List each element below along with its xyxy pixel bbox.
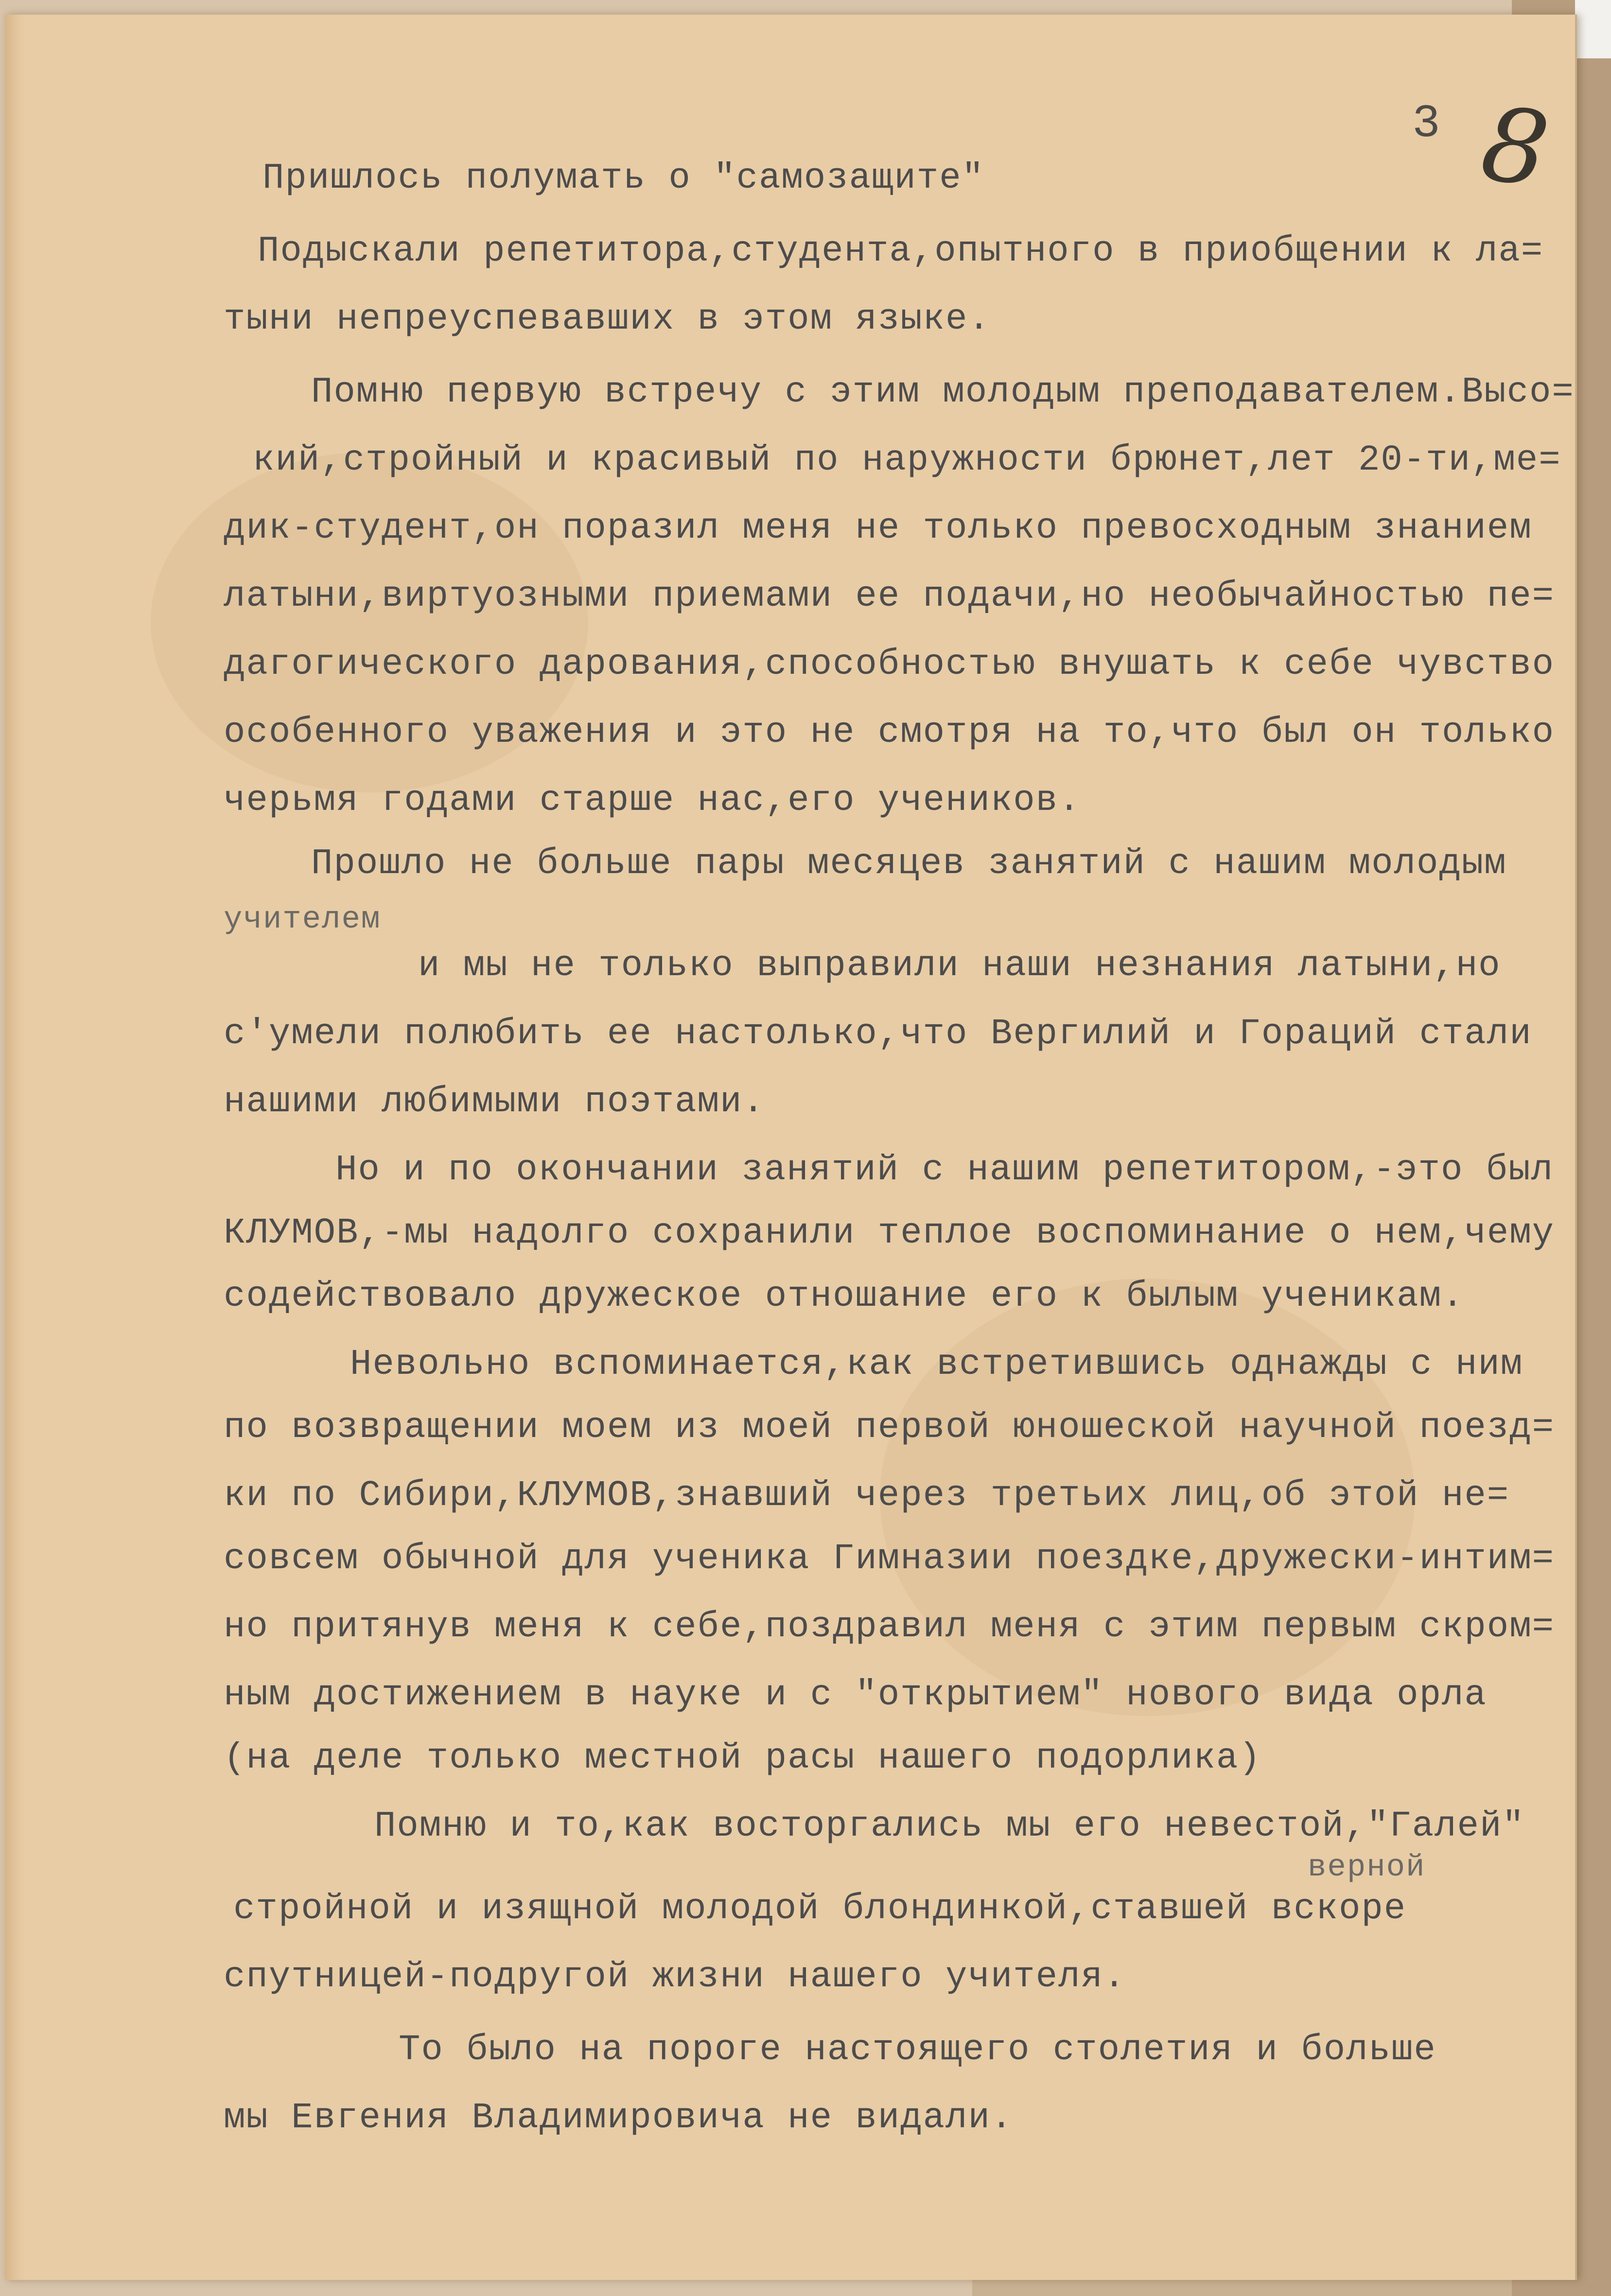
text-line: стройной и изящной молодой блондинкой,ставшей вскоре <box>233 1889 1407 1929</box>
torn-left-edge <box>5 15 24 2280</box>
text-line: спутницей-подругой жизни нашего учителя. <box>224 1957 1126 1998</box>
text-line: Пришлось полумать о "самозащите" <box>263 158 985 199</box>
backing-card-corner <box>1575 0 1611 58</box>
text-line: но притянув меня к себе,поздравил меня с этим первым скром= <box>224 1607 1555 1648</box>
handwritten-folio-number: 8 <box>1474 83 1556 211</box>
text-line: совсем обычной для ученика Гимназии поездке,дружески-интим= <box>224 1539 1555 1579</box>
text-line: кий,стройный и красивый по наружности брюнет,лет 20-ти,ме= <box>253 440 1561 481</box>
page-number: 3 <box>1412 97 1440 150</box>
text-line: нашими любимыми поэтами. <box>224 1082 765 1122</box>
text-line: ным достижением в науке и с "открытием" нового вида орла <box>224 1675 1487 1716</box>
text-line: с'умели полюбить ее настолько,что Вергилий и Гораций стали <box>224 1014 1532 1054</box>
text-line: содействовало дружеское отношание его к былым ученикам. <box>224 1276 1465 1317</box>
text-line: и мы не только выправили наши незнания латыни,но <box>418 946 1501 986</box>
typewritten-page <box>5 15 1577 2280</box>
text-line: дик-студент,он поразил меня не только превосходным знанием <box>224 508 1532 549</box>
text-line: черьмя годами старше нас,его учеников. <box>224 780 1081 821</box>
text-line: То было на пороге настоящего столетия и больше <box>399 2030 1436 2070</box>
text-line: Помню и то,как восторгались мы его невестой,"Галей" <box>374 1806 1525 1847</box>
text-line: Подыскали репетитора,студента,опытного в приобщении к ла= <box>258 231 1544 272</box>
text-line: особенного уважения и это не смотря на то,что был он только <box>224 712 1555 753</box>
text-line: КЛУМОВ,-мы надолго сохранили теплое воспоминание о нем,чему <box>224 1213 1555 1254</box>
text-line: дагогического дарования,способностью внушать к себе чувство <box>224 644 1555 685</box>
text-line: Но и по окончании занятий с нашим репетитором,-это был <box>335 1150 1554 1191</box>
text-line: по возвращении моем из моей первой юношеской научной поезд= <box>224 1407 1555 1448</box>
text-line: мы Евгения Владимировича не видали. <box>224 2098 1014 2138</box>
text-line: (на деле только местной расы нашего подорлика) <box>224 1738 1261 1779</box>
text-line: Помню первую встречу с этим молодым преподавателем.Высо= <box>311 372 1575 413</box>
text-line: ки по Сибири,КЛУМОВ,знавший через третьих лиц,об этой не= <box>224 1475 1510 1516</box>
text-line: тыни непреуспевавших в этом языке. <box>224 299 991 340</box>
text-line: латыни,виртуозными приемами ее подачи,но необычайностью пе= <box>224 576 1555 617</box>
text-line: Невольно вспоминается,как встретившись однажды с ним <box>350 1344 1523 1385</box>
text-line: верной <box>1308 1850 1426 1885</box>
text-line: Прошло не больше пары месяцев занятий с нашим молодым <box>311 843 1507 884</box>
text-line: учителем <box>224 902 381 937</box>
